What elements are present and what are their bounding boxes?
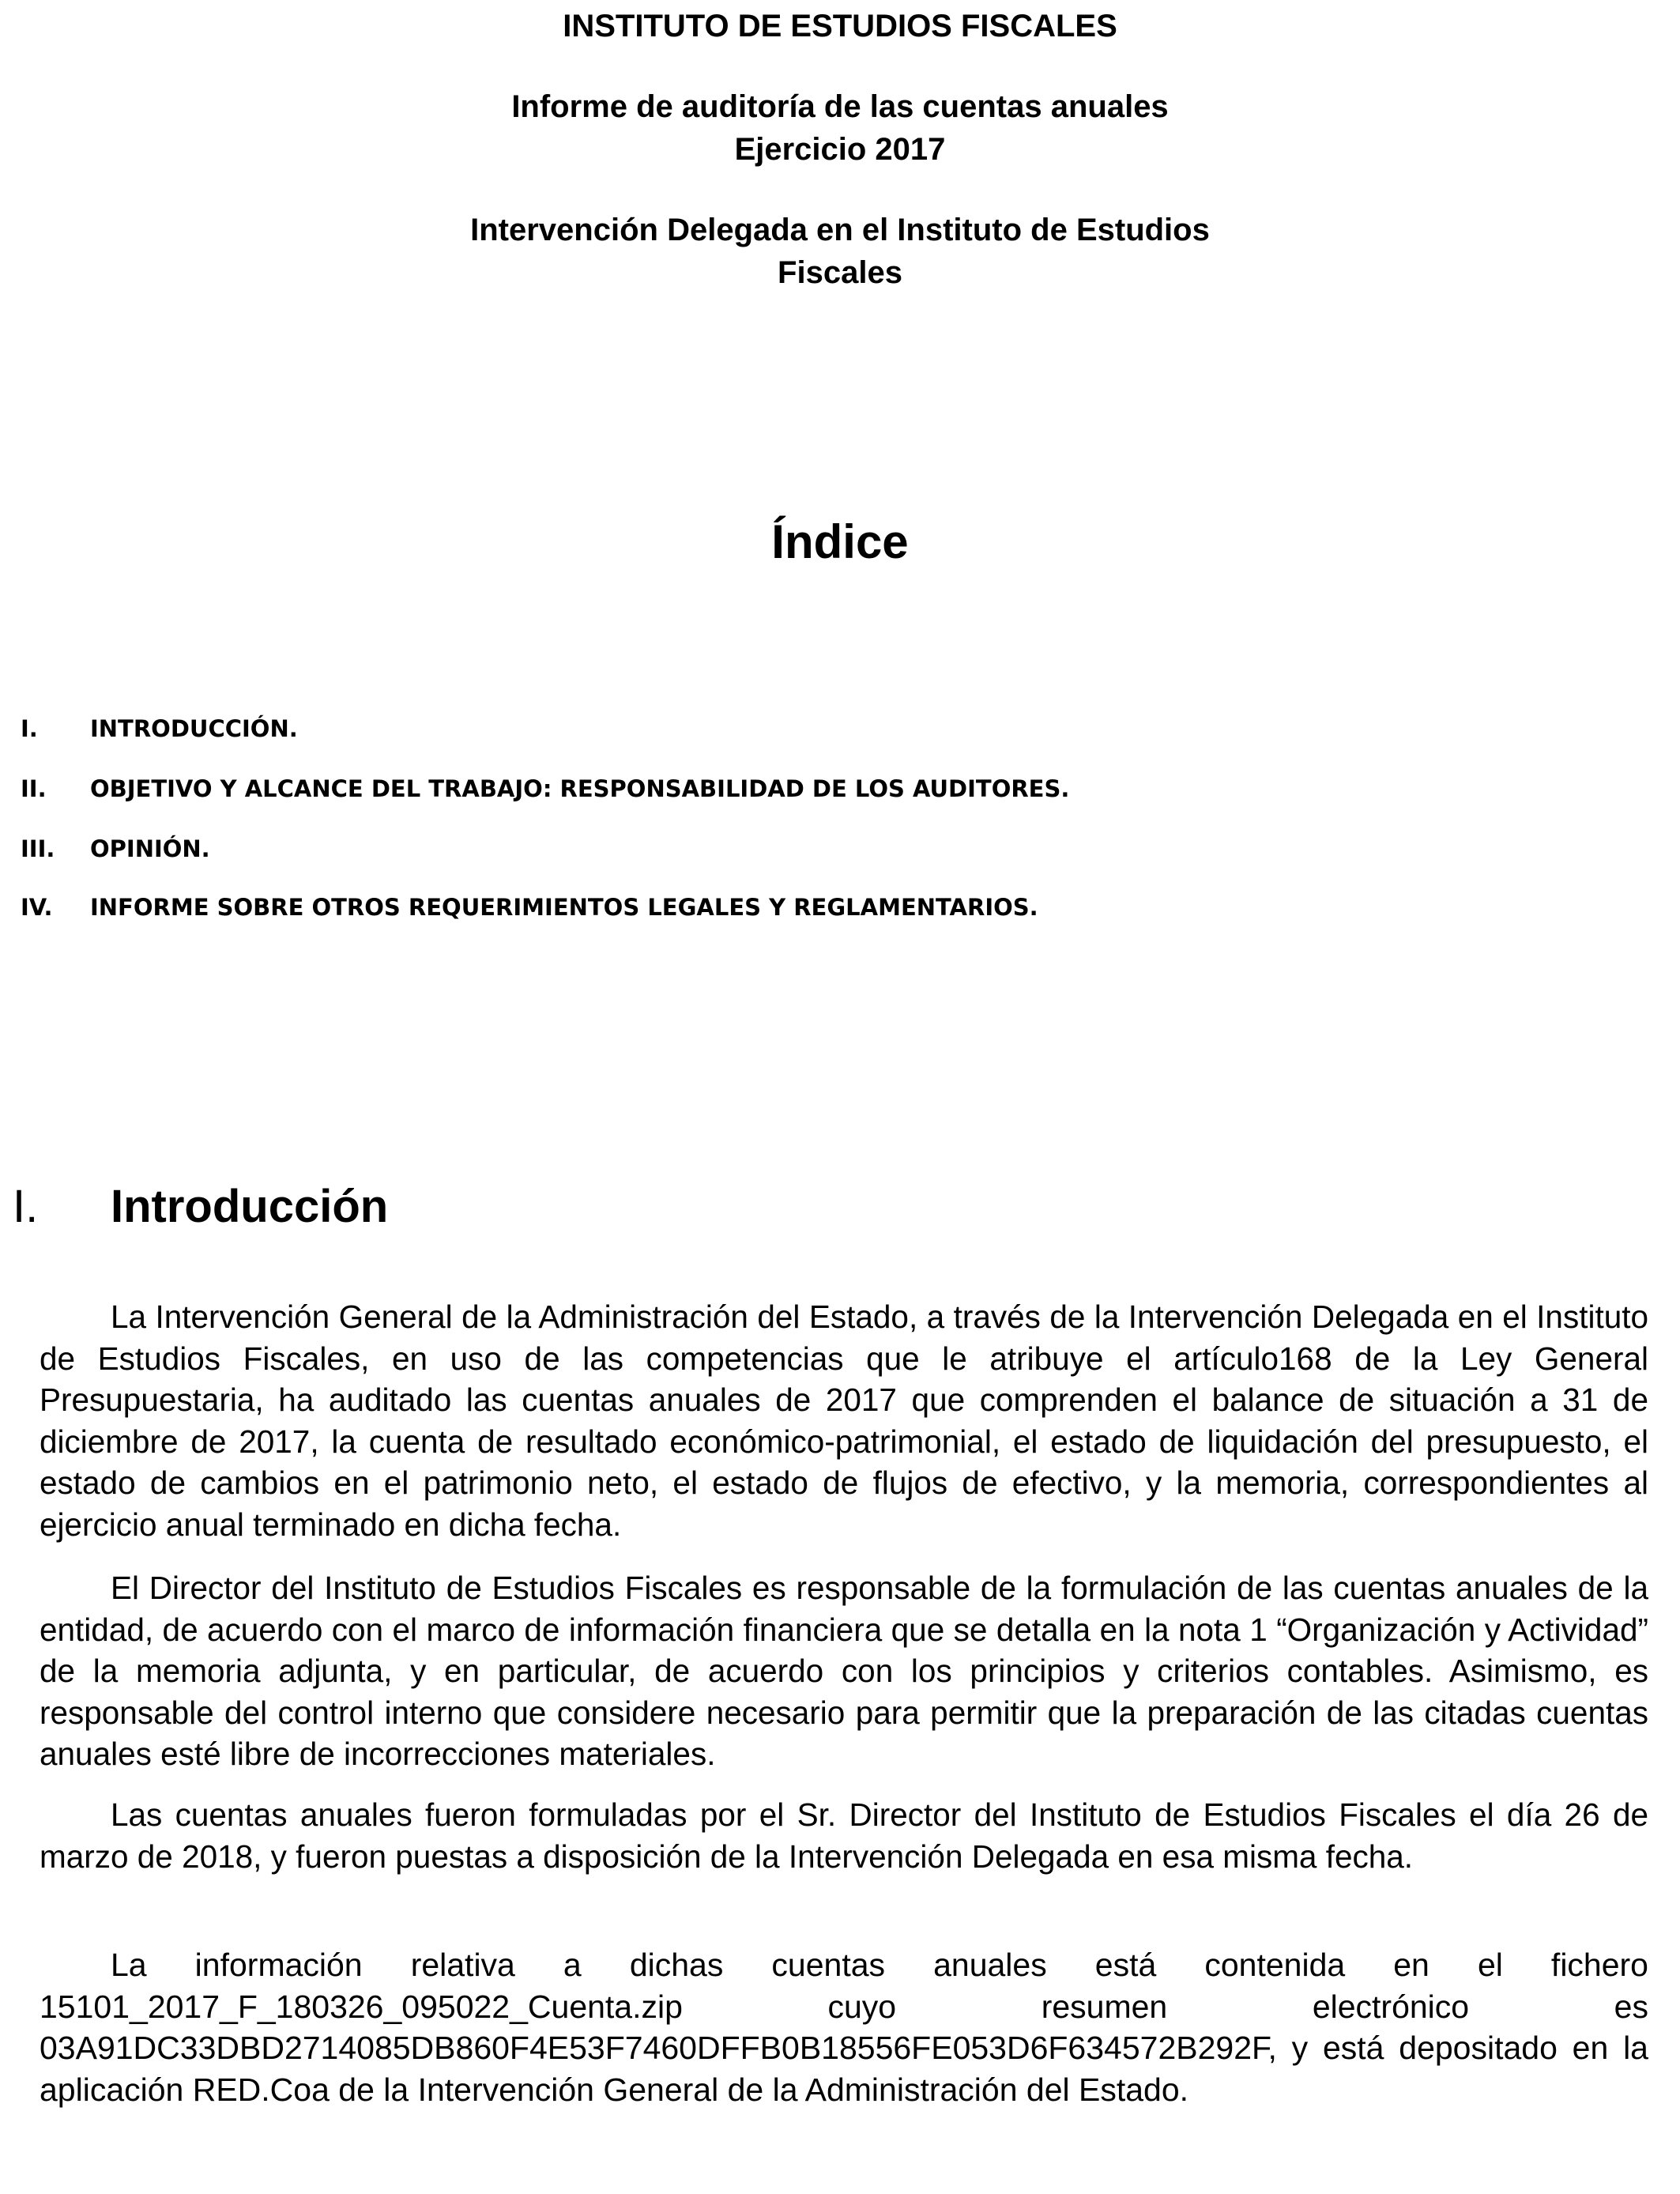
section-number: I. [13, 1181, 39, 1232]
report-title: Informe de auditoría de las cuentas anuales [511, 89, 1169, 124]
intervention-block [0, 209, 1680, 294]
paragraph-block [40, 1944, 1648, 2110]
institute-name: INSTITUTO DE ESTUDIOS FISCALES [563, 9, 1117, 43]
paragraph-block [40, 1794, 1648, 1877]
paragraph: La información relativa a dichas cuentas anuales está contenida en el fichero 15101_2017_F_180326_095022_Cuenta.zip cuyo resumen electrónico es 03A91DC33DBD2714085DB860F4E53F7460DFFB0B18556FE053D6F634572B292F, y está depositado en la aplicación RED.Coa de la Intervención General de la Administración del Estado. [40, 1947, 1648, 2108]
intervention-line-1: Intervención Delegada en el Instituto de Estudios [470, 213, 1210, 247]
toc-item-number: I. [21, 715, 38, 742]
section-heading [13, 1178, 388, 1236]
paragraph: Las cuentas anuales fueron formuladas por el Sr. Director del Instituto de Estudios Fiscales el día 26 de marzo de 2018, y fueron puestas a disposición de la Intervención Delegada en esa misma fecha. [40, 1796, 1648, 1875]
section-title: Introducción [111, 1181, 389, 1232]
toc-item-number: III. [21, 835, 55, 862]
toc-item-informe[interactable] [21, 892, 1038, 923]
paragraph-block [40, 1567, 1648, 1775]
report-title-block [0, 85, 1680, 171]
intervention-line-2: Fiscales [778, 255, 902, 290]
toc-item-objetivo[interactable] [21, 773, 1069, 805]
fiscal-year: Ejercicio 2017 [734, 132, 946, 167]
toc-item-number: IV. [21, 894, 53, 921]
paragraph-block [40, 1296, 1648, 1545]
index-title: Índice [771, 515, 909, 568]
paragraph: La Intervención General de la Administración del Estado, a través de la Intervención Delegada en el Instituto de Estudios Fiscales, en uso de las competencias que le atribuye el artículo168 de la Ley General Presupuestaria, ha auditado las cuentas anuales de 2017 que comprenden el balance de situación a 31 de diciembre de 2017, la cuenta de resultado económico-patrimonial, el estado de liquidación del presupuesto, el estado de cambios en el patrimonio neto, el estado de flujos de efectivo, y la memoria, correspondientes al ejercicio anual terminado en dicha fecha. [40, 1299, 1648, 1543]
toc-item-introduccion[interactable] [21, 713, 298, 745]
toc-item-title: INFORME SOBRE OTROS REQUERIMIENTOS LEGALES Y REGLAMENTARIOS. [90, 894, 1038, 921]
toc-item-title: OBJETIVO Y ALCANCE DEL TRABAJO: RESPONSABILIDAD DE LOS AUDITORES. [90, 775, 1070, 802]
toc-item-title: INTRODUCCIÓN. [90, 715, 298, 742]
paragraph: El Director del Instituto de Estudios Fiscales es responsable de la formulación de las cuentas anuales de la entidad, de acuerdo con el marco de información financiera que se detalla en la nota 1 “Organización y Actividad” de la memoria adjunta, y en particular, de acuerdo con los principios y criterios contables. Asimismo, es responsable del control interno que considere necesario para permitir que la preparación de las citadas cuentas anuales esté libre de incorrecciones materiales. [40, 1570, 1648, 1772]
toc-item-opinion[interactable] [21, 833, 210, 865]
toc-item-number: II. [21, 775, 47, 802]
toc-item-title: OPINIÓN. [90, 835, 210, 862]
